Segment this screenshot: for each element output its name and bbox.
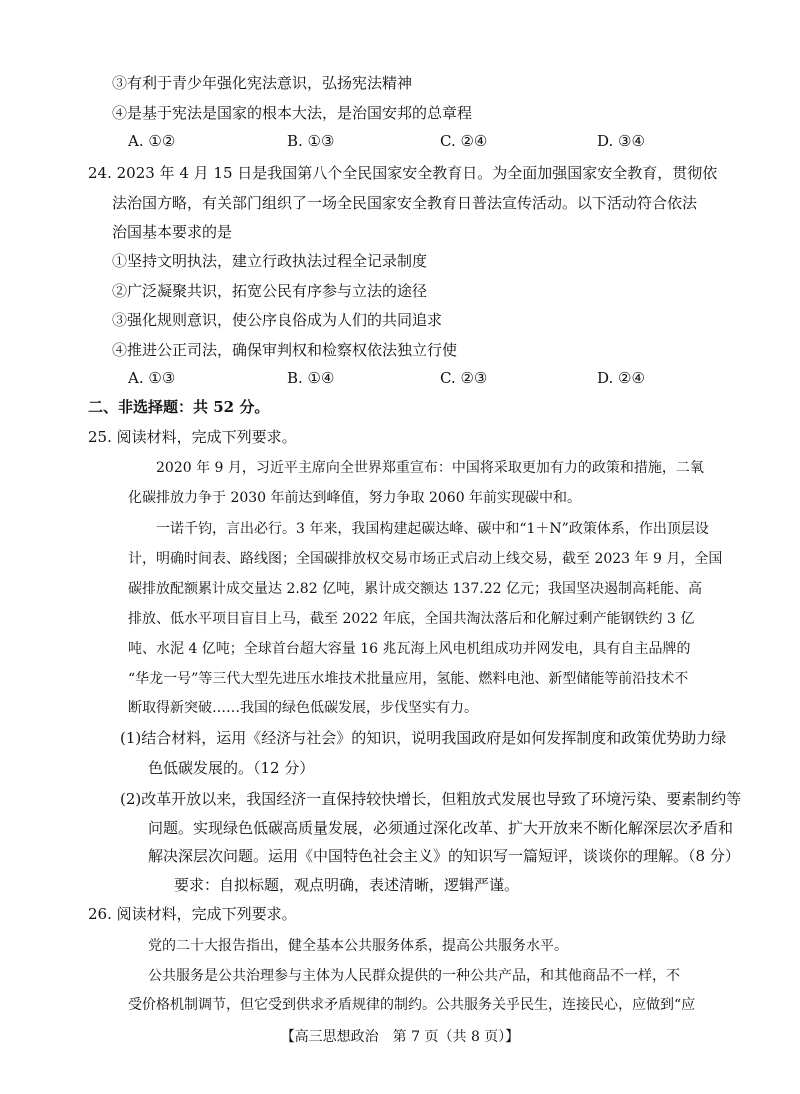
q25-para2-line-2: 计，明确时间表、路线图；全国碳排放权交易市场正式启动上线交易，截至 2023 年 9 月，全国 xyxy=(128,551,723,567)
q25-sub2-line-1: (2)改革开放以来，我国经济一直保持较快增长，但粗放式发展也导致了环境污染、要素制约等 xyxy=(120,790,742,808)
q24-option-b[interactable]: B. ①④ xyxy=(287,369,335,387)
q23-option-b[interactable]: B. ①③ xyxy=(287,132,335,150)
q26-title: 26. 阅读材料，完成下列要求。 xyxy=(88,905,297,923)
q23-statement-4: ④是基于宪法是国家的根本大法，是治国安邦的总章程 xyxy=(112,104,473,122)
q25-sub1-line-1: (1)结合材料，运用《经济与社会》的知识，说明我国政府是如何发挥制度和政策优势助力绿 xyxy=(120,729,727,747)
q26-para2-line-1: 公共服务是公共治理参与主体为人民群众提供的一种公共产品，和其他商品不一样，不 xyxy=(148,968,680,984)
q24-option-c[interactable]: C. ②③ xyxy=(440,369,488,387)
q25-para2-line-3: 碳排放配额累计成交量达 2.82 亿吨，累计成交额达 137.22 亿元；我国坚决遏制高耗能、高 xyxy=(128,581,702,597)
q24-option-a[interactable]: A. ①③ xyxy=(128,369,176,387)
q25-para2-line-7: 断取得新突破……我国的绿色低碳发展，步伐坚实有力。 xyxy=(128,700,478,716)
q23-option-a[interactable]: A. ①② xyxy=(128,132,176,150)
q24-statement-4: ④推进公正司法，确保审判权和检察权依法独立行使 xyxy=(112,341,458,359)
q24-stem-line-1: 24. 2023 年 4 月 15 日是我国第八个全民国家安全教育日。为全面加强国家安全教育，贯彻依 xyxy=(88,164,718,182)
q26-para2-line-2: 受价格机制调节，但它受到供求矛盾规律的制约。公共服务关乎民生，连接民心，应做到“应 xyxy=(128,997,696,1013)
q25-sub2-line-2: 问题。实现绿色低碳高质量发展，必须通过深化改革、扩大开放来不断化解深层次矛盾和 xyxy=(148,819,734,837)
q24-statement-1: ①坚持文明执法，建立行政执法过程全记录制度 xyxy=(112,252,428,270)
q25-para2-line-5: 吨、水泥 4 亿吨；全球首台超大容量 16 兆瓦海上风电机组成功并网发电，具有自主品牌的 xyxy=(128,641,691,657)
q23-statement-3: ③有利于青少年强化宪法意识，弘扬宪法精神 xyxy=(112,74,413,92)
q25-para2-line-4: 排放、低水平项目盲目上马，截至 2022 年底，全国共淘汰落后和化解过剩产能钢铁约 3 亿 xyxy=(128,611,695,627)
q25-para1-line-2: 化碳排放力争于 2030 年前达到峰值，努力争取 2060 年前实现碳中和。 xyxy=(128,490,582,506)
q24-stem-line-2: 法治国方略，有关部门组织了一场全民国家安全教育日普法宣传活动。以下活动符合依法 xyxy=(112,194,698,212)
q26-para1: 党的二十大报告指出，健全基本公共服务体系，提高公共服务水平。 xyxy=(148,938,568,954)
q25-para1-line-1: 2020 年 9 月，习近平主席向全世界郑重宣布：中国将采取更加有力的政策和措施，二氧 xyxy=(156,460,704,476)
q25-para2-line-6: “华龙一号”等三代大型先进压水堆技术批量应用，氢能、燃料电池、新型储能等前沿技术不 xyxy=(128,671,689,687)
q24-option-d[interactable]: D. ②④ xyxy=(597,369,645,387)
q25-sub2-line-3: 解决深层次问题。运用《中国特色社会主义》的知识写一篇短评，谈谈你的理解。（8 分） xyxy=(148,847,740,865)
q25-sub1-line-2: 色低碳发展的。（12 分） xyxy=(148,759,315,777)
q24-statement-2: ②广泛凝聚共识，拓宽公民有序参与立法的途径 xyxy=(112,282,428,300)
q24-statement-3: ③强化规则意识，使公序良俗成为人们的共同追求 xyxy=(112,311,443,329)
section-2-heading: 二、非选择题：共 52 分。 xyxy=(88,398,270,416)
q25-title: 25. 阅读材料，完成下列要求。 xyxy=(88,428,297,446)
page-footer: 【高三思想政治 第 7 页（共 8 页）】 xyxy=(280,1029,520,1045)
q23-option-c[interactable]: C. ②④ xyxy=(440,132,488,150)
q24-stem-line-3: 治国基本要求的是 xyxy=(112,223,233,241)
q23-option-d[interactable]: D. ③④ xyxy=(597,132,645,150)
q25-para2-line-1: 一诺千钧，言出必行。3 年来，我国构建起碳达峰、碳中和“1＋N”政策体系，作出顶层设 xyxy=(156,521,709,537)
q25-sub2-requirement: 要求：自拟标题，观点明确，表述清晰，逻辑严谨。 xyxy=(174,876,520,894)
